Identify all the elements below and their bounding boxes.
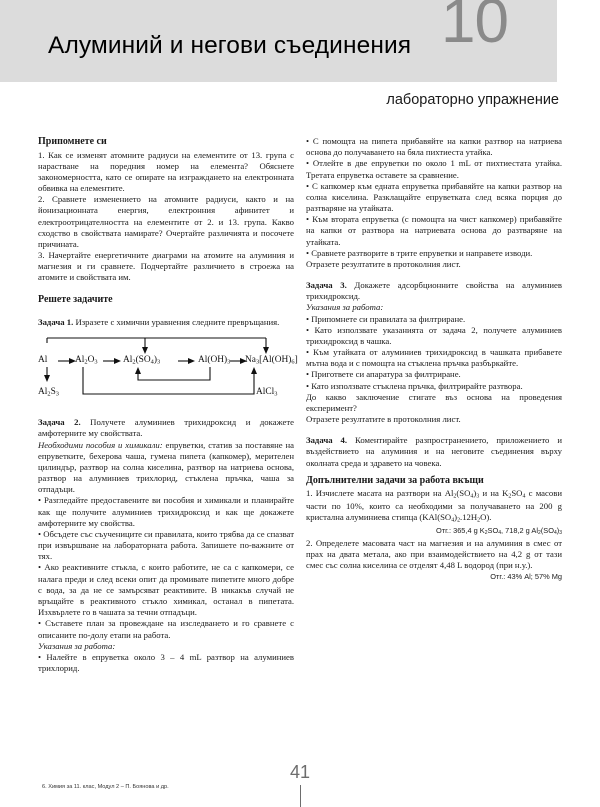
task-2-cont-bullet-4: • Към втората епруветка (с помощта на чист капкомер) прибавяйте на капки от разтвора на натриевата основа до разтваряне на утайката. [306,214,562,247]
task-2-bullet-4: • Съставете план за провеждане на изследването и го сравнете с описаните по-долу етапи на работа. [38,618,294,640]
task-3-instructions-label: Указания за работа: [306,302,384,313]
task-4-paragraph [306,435,562,469]
hw1-p8: SO [511,488,523,499]
task-2-cont-bullet-5: • Сравнете разтворите в трите епруветки и направете изводи. [306,247,533,258]
materials-text: епруветки, статив за поставяне на епруветките, бехерова чаша, гумена пипета (капкомер), мерителен цилиндър, разтвор на солна киселина, разтвор на натриева основа, разтвор на алуминиев трихлорид, стъклена пръчка, чаша за отпадъци. [38,439,294,495]
task-2-cont-bullet-2: • Отлейте в две епруветки по около 1 mL от пихтиестата утайка. Третата епруветка оставете за сравнение. [306,158,562,180]
hw1-p3: 4 [470,493,474,500]
hw1-p11: 4 [451,517,455,524]
chapter-header-band [0,0,557,82]
recall-item-3: 3. Начертайте енергетичните диаграми на атомите на алуминия и магнезия и ги сравнете. Подчертайте различието в строежа на атомите и свойствата им. [38,250,294,283]
task-1-text: Изразете с химични уравнения следните превръщания. [75,317,280,328]
chapter-number: 10 [441,0,508,56]
hw1-p2: (SO [456,488,471,499]
hw1-p4: ) [473,488,477,499]
page-number: 41 [289,762,311,782]
spacer [306,425,562,435]
task-1-label: Задача 1. [38,317,74,328]
recall-item-1: 1. Как се изменят атомните радиуси на елементите от 13. група с нарастване на поредния номер на елемента? Обяснете закономерността, като се опирате на изграждането на електронната обвивка на елементите. [38,149,294,194]
page-subtitle: лабораторно упражнение [386,92,559,108]
task-4-text: Коментирайте разпространението, приложението и въздействието на алуминия и на неговите съединения върху околната среда и здравето на човека. [306,435,562,468]
task-3-text: Докажете адсорбционните свойства на алуминиев трихидроксид. [306,280,562,302]
spacer [38,307,294,317]
task-2-bullet-2: • Обсъдете със съучениците си правилата, които трябва да се спазват при извършване на лабораторната работа. Запишете по-важните от тях. [38,528,294,562]
task-2-cont-bullet-3: • С капкомер към едната епруветка прибавяйте на капки разтвор на солна киселина. Разклащайте епруветката след всяка порция до разтваряне на утайката. [306,180,562,214]
hw1-p6: и на K [479,488,509,499]
hw1-p14: .12H [460,512,478,523]
hw1-p1: 2 [453,493,457,500]
recall-heading: Припомнете си [38,136,107,147]
left-column [38,136,298,674]
task-2-instructions-label: Указания за работа: [38,640,116,651]
task-3-label: Задача 3. [306,280,347,291]
recall-item-2: 2. Сравнете изменението на атомните радиуси, както и на йонизационната енергия, електронния афинитет и електроотрицателността на елементите от 2. и 13. група. Какво сходство в свойствата намирате? Очертайте различията и посочете причината. [38,194,294,249]
scheme-arrows [38,334,294,410]
task-3-bullet-3: • Към утайката от алуминиев трихидроксид в чашката прибавете мътна вода и с помощта на стъклена пръчка разбъркайте. [306,347,562,369]
scheme-node-al2so43: $Al_2(SO_4)_3$ [123,355,161,366]
task-2-materials [38,440,294,496]
task-2-label: Задача 2. [38,417,81,428]
task-2-cont-bullet-1: • С помощта на пипета прибавяйте на капки разтвор на натриева основа до получаването на бяла пихтиеста утайка. [306,136,562,158]
task-3-bullet-2: • Като използвате указанията от задача 2, получете алуминиев трихидроксид в чашка. [306,324,562,346]
homework-item-2-answer: Отг.: 43% Al; 57% Mg [490,572,562,582]
hw1-p0: 1. Изчислете масата на разтвори на Al [306,488,454,499]
hw1-p16: O). [480,512,492,523]
scheme-node-na3aloh6: $Na_3[Al(OH)_6]$ [245,355,298,366]
homework-item-1-answer: Отг.: 365,4 g $K_2SO_4$, 718,2 g $Al_2(SO_4)_3$ [436,526,562,537]
task-2-closing: Отразете резултатите в протоколния лист. [306,258,461,269]
task-3-closing: Отразете резултатите в протоколния лист. [306,414,461,425]
task-2-paragraph [38,417,294,439]
task-3-bullet-5: • Като използвате стъклена пръчка, филтрирайте разтвора. [306,380,523,391]
hw1-p9: 4 [522,493,526,500]
task-3-bullet-1: • Припомнете си правилата за филтриране. [306,313,466,324]
scheme-node-al2o3: $Al_2O_3$ [75,355,98,366]
task-3-paragraph [306,280,562,302]
hw1-p12: ) [454,512,458,523]
hw1-p13: 2 [457,517,461,524]
hw1-p7: 2 [508,493,512,500]
page-number-rule [300,785,301,807]
hw1-p10: с масови части по 10%, които са необходими за получаването на 200 g кристална алуминиева стипца (KAl(SO [306,488,562,523]
page-title: Алуминий и негови съединения [48,32,412,59]
task-3-bullet-4: • Пригответе си апаратура за филтриране. [306,369,461,380]
hw1-p15: 2 [477,517,481,524]
spacer [38,284,294,294]
hw1-p5: 3 [476,493,480,500]
scheme-node-al2s3: $Al_2S_3$ [38,387,59,398]
right-column [306,136,562,583]
task-2-text: Получете алуминиев трихидроксид и докажете амфотерните му свойствата. [38,417,294,439]
solve-heading: Решете задачите [38,293,113,305]
spacer [306,270,562,280]
task-2-bullet-1: • Разгледайте предоставените ви пособия и химикали и планирайте как ще получите алуминиев трихидроксид и как ще докажете амфотерните му свойства. [38,495,294,528]
scheme-node-aloh3: $Al(OH)_3$ [198,355,231,366]
homework-heading: Допълнителни задачи за работа вкъщи [306,474,484,486]
materials-label: Необходими пособия и химикали: [38,439,163,450]
transformation-scheme [38,334,298,410]
task-2-bullet-3: • Ако реактивните стъкла, с които работите, не са с капкомери, се налага преди и след всеки опит да промивате пипетите много добре с вода, за да не се замърсяват реактивите. В никакъв случай не връщайте в реактивното стъкло химикал, останал в пипетата. Изхвърлете го в чашата за течни отпадъци. [38,562,294,618]
task-1-paragraph [38,317,294,328]
homework-item-2: 2. Определете масовата част на магнезия и на алуминия в смес от прах на двата метала, ако при взаимодействието на 4,2 g от тази смес със солна киселина се отделят 4,48 L водород (при н.у.). [306,537,562,571]
task-4-label: Задача 4. [306,435,348,446]
homework-item-1 [306,488,562,525]
task-2-instruction-1: • Налейте в епруветка около 3 – 4 mL разтвор на алуминиев трихлорид. [38,651,294,674]
scheme-node-alcl3: AlCl$_3$ [256,387,278,398]
footer-note: 6. Химия за 11. клас, Модул 2 – П. Боянова и др. [42,784,169,790]
task-3-question: До какво заключение стигате въз основа на проведения експеримент? [306,391,562,413]
scheme-node-al: Al [38,355,48,366]
